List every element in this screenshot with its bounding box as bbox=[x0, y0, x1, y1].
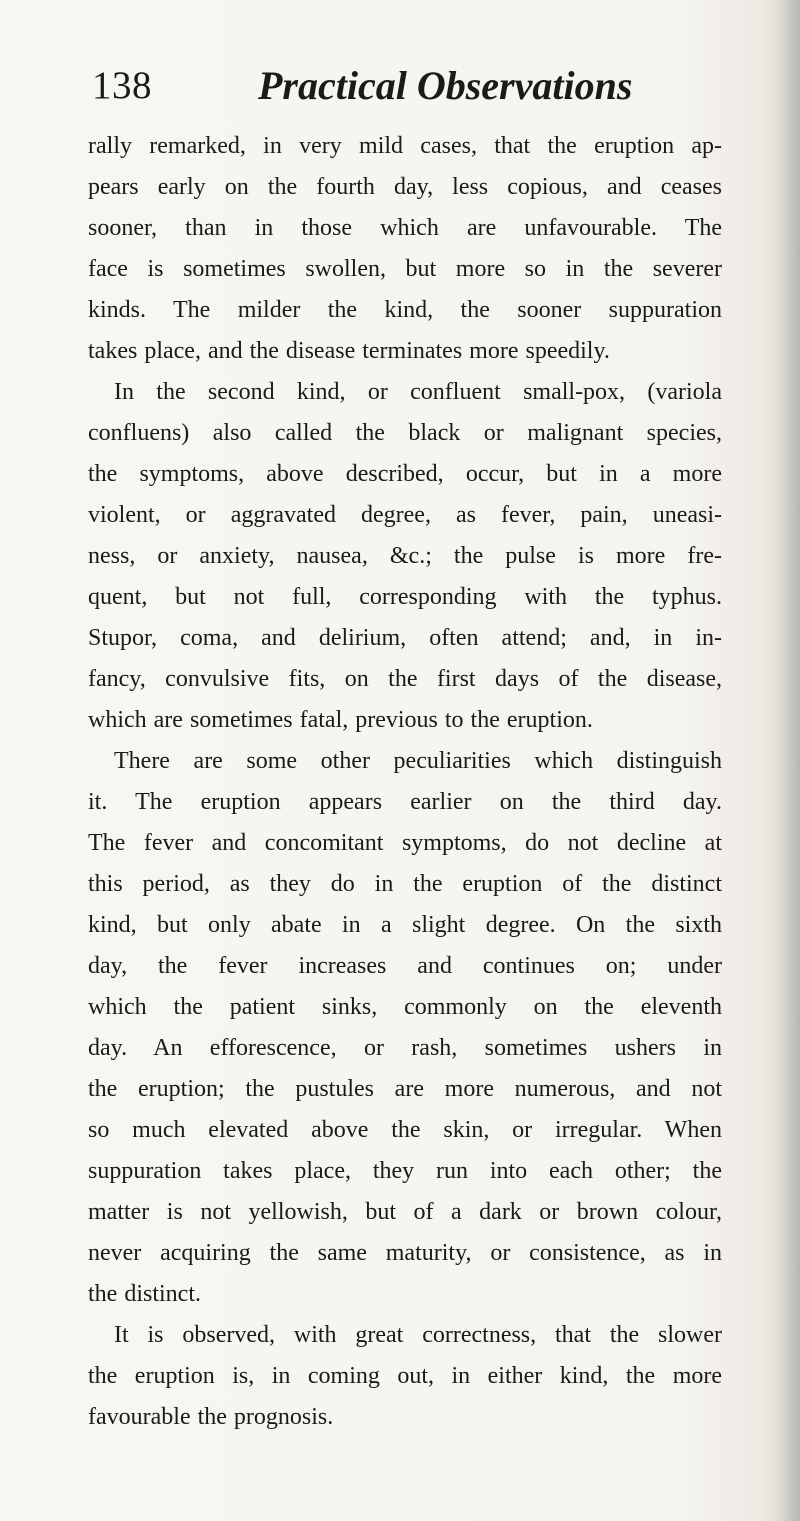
text-line: which are sometimes fatal, previous to the eruption. bbox=[88, 707, 593, 733]
text-line: kinds. The milder the kind, the sooner suppuration bbox=[88, 297, 722, 323]
text-line: Stupor, coma, and delirium, often attend; and, in in- bbox=[88, 625, 722, 651]
text-line: the eruption; the pustules are more numerous, and not bbox=[88, 1076, 722, 1102]
text-line: suppuration takes place, they run into each other; the bbox=[88, 1158, 722, 1184]
text-line: matter is not yellowish, but of a dark or brown colour, bbox=[88, 1199, 722, 1225]
text-line: so much elevated above the skin, or irregular. When bbox=[88, 1117, 722, 1143]
text-line: sooner, than in those which are unfavourable. The bbox=[88, 215, 722, 241]
text-line: the symptoms, above described, occur, but in a more bbox=[88, 461, 722, 487]
text-line: takes place, and the disease terminates more speedily. bbox=[88, 338, 610, 364]
binding-shadow bbox=[774, 0, 800, 1521]
text-line: confluens) also called the black or malignant species, bbox=[88, 420, 722, 446]
text-line: The fever and concomitant symptoms, do not decline at bbox=[88, 830, 722, 856]
body-text bbox=[88, 126, 722, 1438]
text-line: day. An efforescence, or rash, sometimes ushers in bbox=[88, 1035, 722, 1061]
text-line: favourable the prognosis. bbox=[88, 1404, 334, 1430]
text-line: day, the fever increases and continues on; under bbox=[88, 953, 722, 979]
text-line: face is sometimes swollen, but more so in the severer bbox=[88, 256, 722, 282]
text-line: quent, but not full, corresponding with the typhus. bbox=[88, 584, 722, 610]
text-line: the eruption is, in coming out, in either kind, the more bbox=[88, 1363, 722, 1389]
text-line: never acquiring the same maturity, or consistence, as in bbox=[88, 1240, 722, 1266]
text-line: rally remarked, in very mild cases, that the eruption ap- bbox=[88, 133, 722, 159]
paragraph-start-line: It is observed, with great correctness, that the slower bbox=[114, 1322, 722, 1348]
paragraph-start-line: There are some other peculiarities which distinguish bbox=[114, 748, 722, 774]
text-line: kind, but only abate in a slight degree. On the sixth bbox=[88, 912, 722, 938]
text-line: pears early on the fourth day, less copious, and ceases bbox=[88, 174, 722, 200]
text-line: which the patient sinks, commonly on the eleventh bbox=[88, 994, 722, 1020]
text-line: it. The eruption appears earlier on the third day. bbox=[88, 789, 722, 815]
text-line: the distinct. bbox=[88, 1281, 201, 1307]
text-line: this period, as they do in the eruption of the distinct bbox=[88, 871, 722, 897]
paragraph-start-line: In the second kind, or confluent small-pox, (variola bbox=[114, 379, 722, 405]
text-line: ness, or anxiety, nausea, &c.; the pulse is more fre- bbox=[88, 543, 722, 569]
page-header bbox=[92, 62, 732, 110]
text-line: violent, or aggravated degree, as fever, pain, uneasi- bbox=[88, 502, 722, 528]
text-line: fancy, convulsive fits, on the first days of the disease, bbox=[88, 666, 722, 692]
running-title: Practical Observations bbox=[258, 63, 633, 108]
page-number: 138 bbox=[92, 64, 152, 107]
